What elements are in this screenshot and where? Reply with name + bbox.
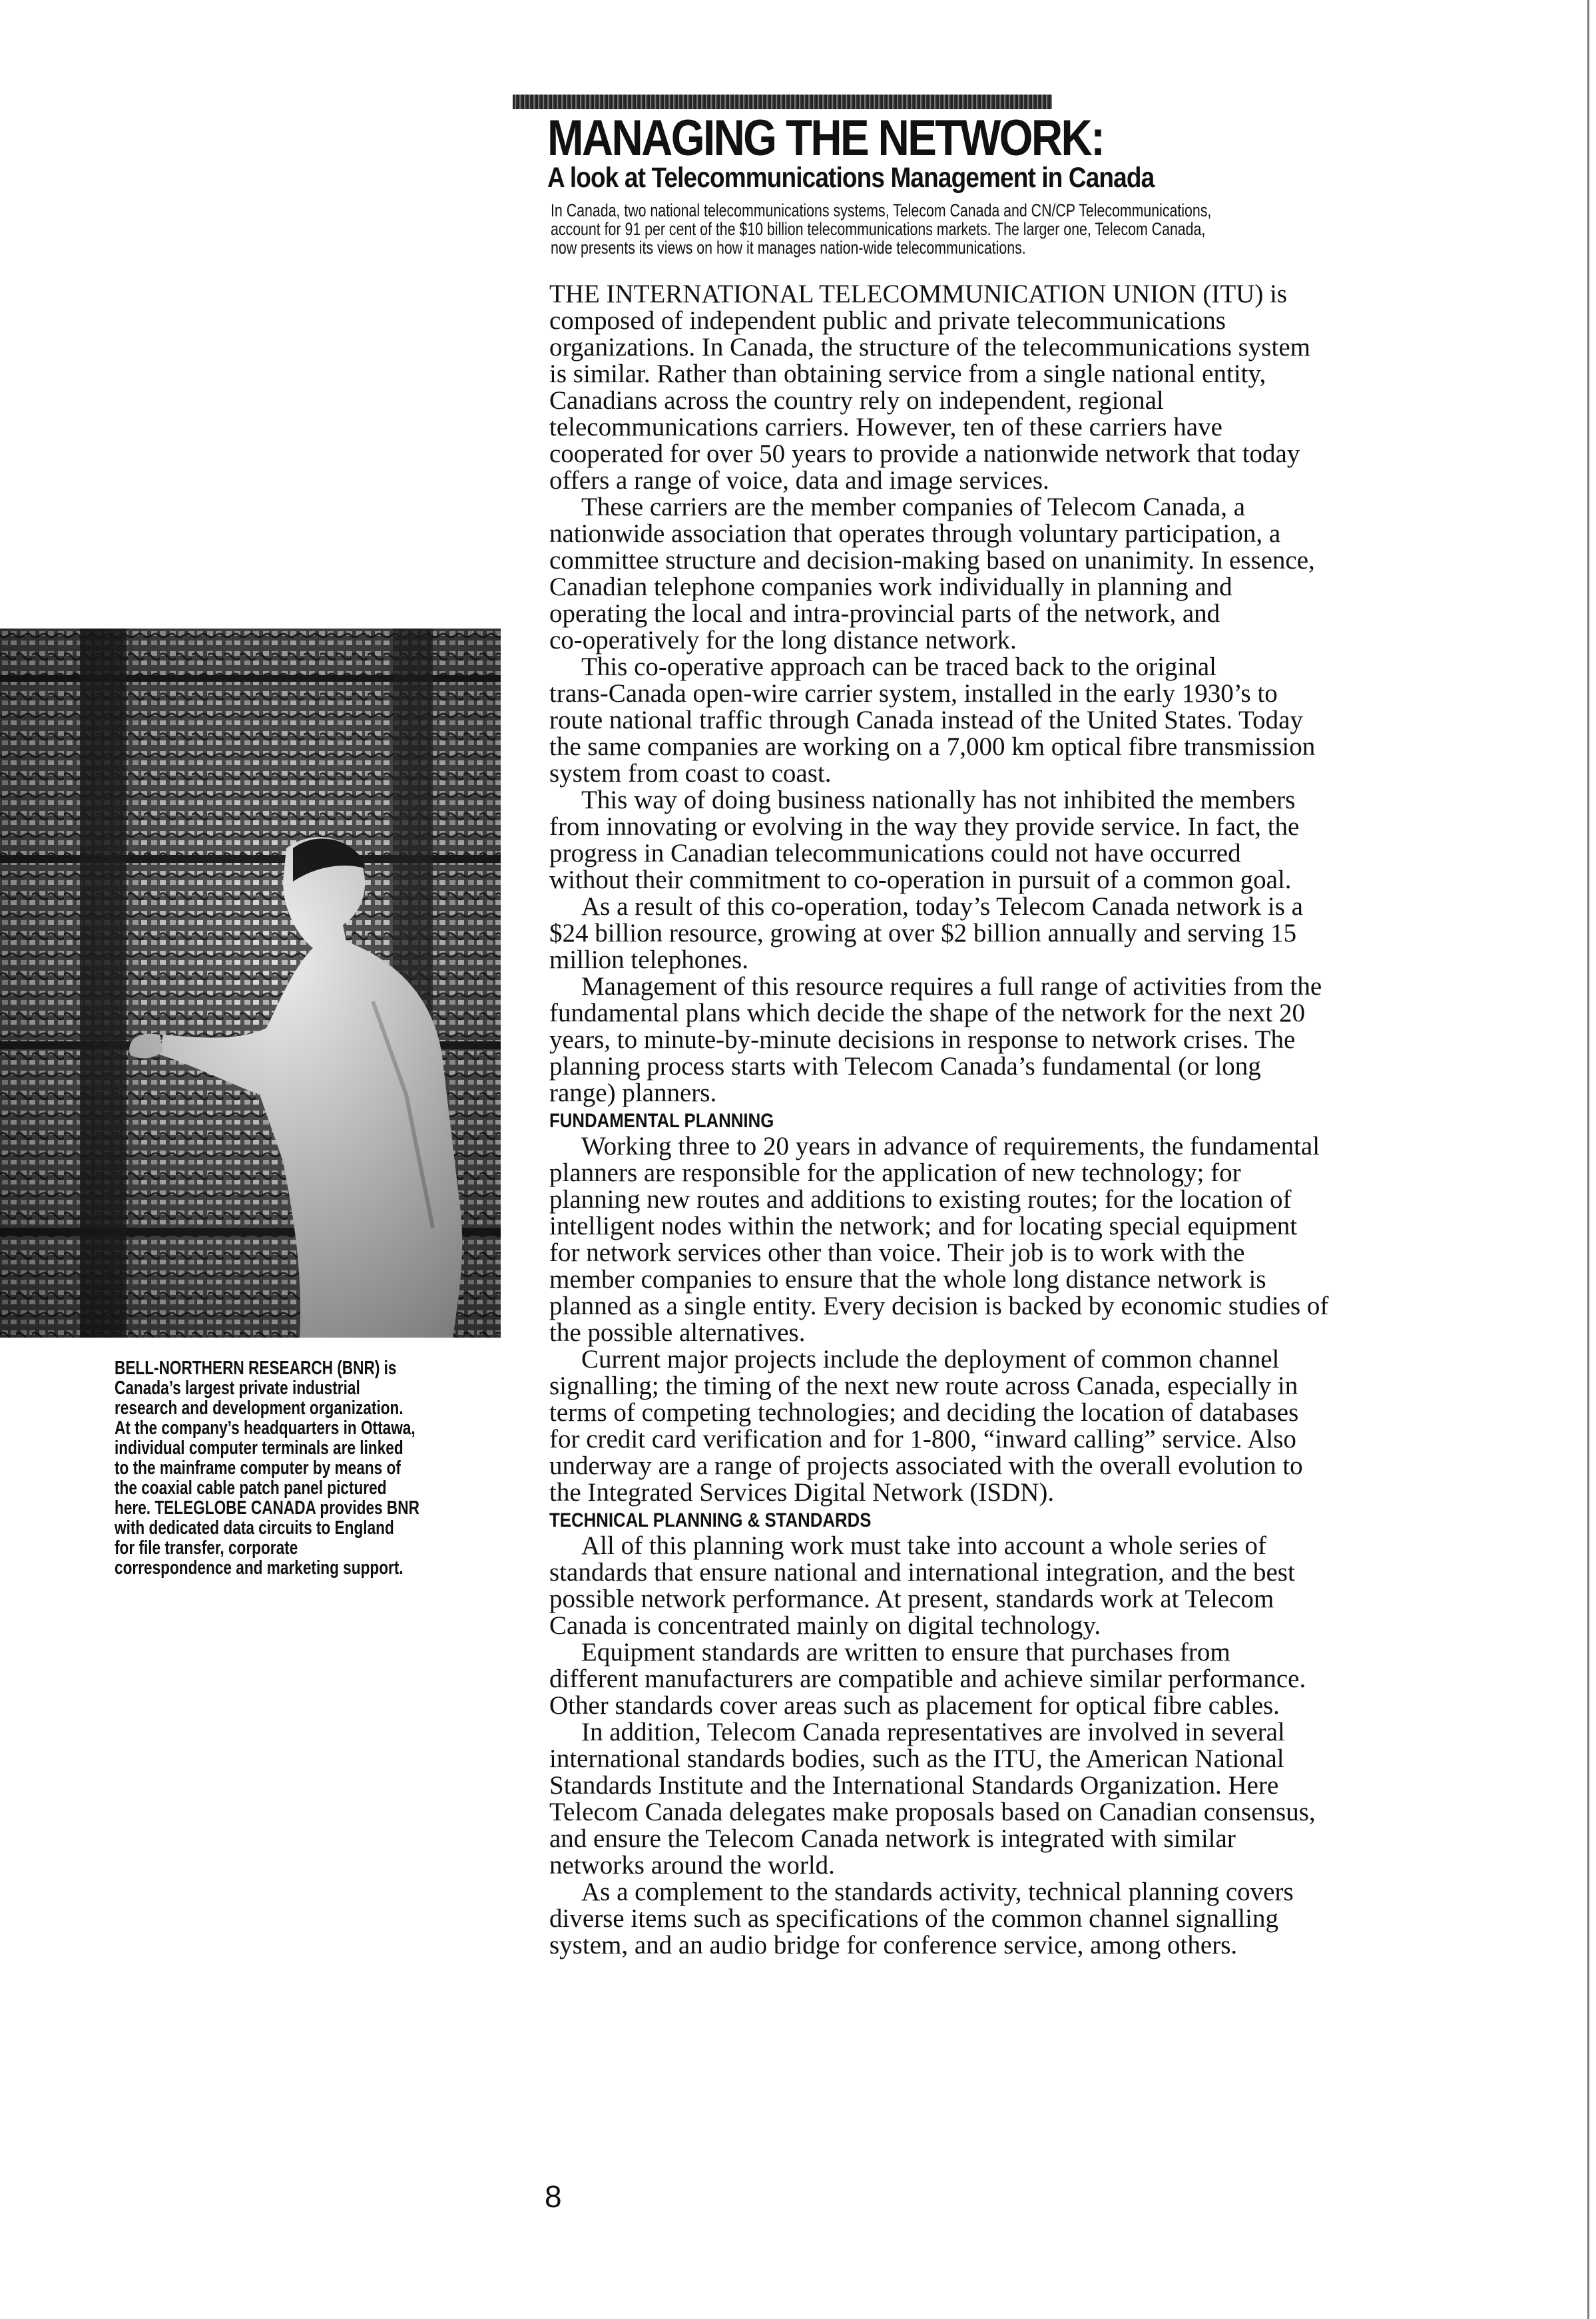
body-line: intelligent nodes within the network; and for locating special equipment	[549, 1212, 1298, 1240]
body-line: Canadians across the country rely on independent, regional	[549, 386, 1164, 415]
body-line: In addition, Telecom Canada representatives are involved in several	[581, 1718, 1285, 1746]
body-line: fundamental plans which decide the shape of the network for the next 20	[549, 999, 1305, 1027]
dek-line: now presents its views on how it manages nation-wide telecommunications.	[551, 238, 1026, 258]
body-line: Working three to 20 years in advance of requirements, the fundamental	[581, 1132, 1320, 1160]
body-line: composed of independent public and private telecommunications	[549, 306, 1226, 335]
body-line: trans-Canada open-wire carrier system, installed in the early 1930’s to	[549, 679, 1278, 708]
body-line: member companies to ensure that the whole long distance network is	[549, 1265, 1266, 1294]
caption-line: At the company’s headquarters in Ottawa,	[115, 1417, 415, 1439]
body-line: All of this planning work must take into account a whole series of	[581, 1531, 1266, 1560]
body-line: THE INTERNATIONAL TELECOMMUNICATION UNION (ITU) is	[549, 280, 1288, 308]
body-line: co-operatively for the long distance network.	[549, 626, 1017, 654]
body-line: different manufacturers are compatible and achieve similar performance.	[549, 1665, 1306, 1693]
body-line: system from coast to coast.	[549, 759, 832, 788]
body-line: route national traffic through Canada instead of the United States. Today	[549, 706, 1303, 734]
body-line: cooperated for over 50 years to provide a nationwide network that today	[549, 439, 1300, 468]
body-line: Canadian telephone companies work individually in planning and	[549, 573, 1232, 601]
caption-line: to the mainframe computer by means of	[115, 1457, 401, 1479]
caption-line: with dedicated data circuits to England	[115, 1517, 394, 1539]
article-subhead: A look at Telecommunications Management in Canada	[547, 162, 1155, 194]
body-line: underway are a range of projects associated with the overall evolution to	[549, 1451, 1303, 1480]
body-line: As a result of this co-operation, today’s Telecom Canada network is a	[581, 892, 1303, 921]
body-line: international standards bodies, such as the ITU, the American National	[549, 1744, 1284, 1773]
body-line: Telecom Canada delegates make proposals based on Canadian consensus,	[549, 1798, 1316, 1826]
body-line: networks around the world.	[549, 1851, 835, 1880]
body-line: Canada is concentrated mainly on digital technology.	[549, 1611, 1101, 1640]
body-line: standards that ensure national and international integration, and the best	[549, 1558, 1295, 1587]
header-rule	[513, 95, 1052, 109]
body-line: Other standards cover areas such as placement for optical fibre cables.	[549, 1691, 1280, 1720]
caption-line: for file transfer, corporate	[115, 1537, 298, 1559]
body-line: planning new routes and additions to existing routes; for the location of	[549, 1185, 1292, 1214]
caption-line: Canada’s largest private industrial	[115, 1378, 360, 1399]
body-line: the possible alternatives.	[549, 1318, 806, 1347]
body-line: from innovating or evolving in the way they provide service. In fact, the	[549, 812, 1300, 841]
body-line: system, and an audio bridge for conference service, among others.	[549, 1931, 1238, 1959]
body-line: As a complement to the standards activity, technical planning covers	[581, 1878, 1294, 1906]
body-line: Standards Institute and the International Standards Organization. Here	[549, 1771, 1279, 1800]
body-line: signalling; the timing of the next new route across Canada, especially in	[549, 1372, 1298, 1400]
caption-line: here. TELEGLOBE CANADA provides BNR	[115, 1497, 419, 1519]
body-line: for network services other than voice. Their job is to work with the	[549, 1238, 1245, 1267]
body-line: million telephones.	[549, 945, 748, 974]
body-line: is similar. Rather than obtaining service from a single national entity,	[549, 360, 1266, 388]
dek-line: account for 91 per cent of the $10 billion telecommunications markets. The larger one, Telecom Canada,	[551, 219, 1206, 239]
body-line: organizations. In Canada, the structure of the telecommunications system	[549, 333, 1310, 362]
body-line: possible network performance. At present, standards work at Telecom	[549, 1585, 1274, 1613]
caption-line: correspondence and marketing support.	[115, 1557, 403, 1579]
body-line: the same companies are working on a 7,000 km optical fibre transmission	[549, 732, 1316, 761]
body-line: terms of competing technologies; and deciding the location of databases	[549, 1398, 1299, 1427]
section-heading-technical-planning: TECHNICAL PLANNING & STANDARDS	[549, 1509, 872, 1531]
body-line: planned as a single entity. Every decision is backed by economic studies of	[549, 1292, 1329, 1320]
body-line: progress in Canadian telecommunications could not have occurred	[549, 839, 1241, 868]
caption-line: individual computer terminals are linked	[115, 1437, 403, 1459]
body-line: and ensure the Telecom Canada network is integrated with similar	[549, 1824, 1236, 1853]
body-line: years, to minute-by-minute decisions in response to network crises. The	[549, 1025, 1296, 1054]
caption-line: research and development organization.	[115, 1398, 403, 1419]
body-line: planning process starts with Telecom Canada’s fundamental (or long	[549, 1052, 1261, 1081]
body-line: planners are responsible for the application of new technology; for	[549, 1159, 1241, 1187]
caption-line: the coaxial cable patch panel pictured	[115, 1477, 387, 1499]
body-line: These carriers are the member companies of Telecom Canada, a	[581, 493, 1246, 521]
body-line: This co-operative approach can be traced back to the original	[581, 652, 1216, 681]
page-number: 8	[545, 2179, 562, 2214]
patch-panel-photo	[0, 629, 501, 1338]
body-line: committee structure and decision-making based on unanimity. In essence,	[549, 546, 1315, 575]
article-dek	[551, 201, 1503, 257]
article-headline: MANAGING THE NETWORK:	[547, 110, 1104, 166]
section-heading-fundamental-planning: FUNDAMENTAL PLANNING	[549, 1110, 774, 1132]
body-line: diverse items such as specifications of the common channel signalling	[549, 1904, 1278, 1933]
caption-line: BELL-NORTHERN RESEARCH (BNR) is	[115, 1358, 397, 1379]
body-line: This way of doing business nationally has not inhibited the members	[581, 786, 1296, 814]
photo-caption	[115, 1358, 419, 1578]
dek-line: In Canada, two national telecommunications systems, Telecom Canada and CN/CP Telecommunications,	[551, 200, 1212, 220]
body-line: Management of this resource requires a full range of activities from the	[581, 972, 1322, 1001]
patch-panel-photo-illustration	[0, 629, 501, 1338]
body-line: operating the local and intra-provincial parts of the network, and	[549, 599, 1220, 628]
body-line: offers a range of voice, data and image services.	[549, 466, 1049, 495]
body-line: range) planners.	[549, 1079, 717, 1107]
page-edge-line	[1587, 0, 1589, 2319]
body-line: Equipment standards are written to ensure that purchases from	[581, 1638, 1230, 1667]
body-line: Current major projects include the deployment of common channel	[581, 1345, 1280, 1374]
body-line: for credit card verification and for 1-800, “inward calling” service. Also	[549, 1425, 1296, 1453]
body-line: without their commitment to co-operation in pursuit of a common goal.	[549, 866, 1292, 894]
body-line: $24 billion resource, growing at over $2 billion annually and serving 15	[549, 919, 1297, 947]
body-line: the Integrated Services Digital Network (ISDN).	[549, 1478, 1055, 1507]
article-body	[549, 281, 1475, 1959]
body-line: nationwide association that operates through voluntary participation, a	[549, 519, 1281, 548]
body-line: telecommunications carriers. However, ten of these carriers have	[549, 413, 1222, 441]
